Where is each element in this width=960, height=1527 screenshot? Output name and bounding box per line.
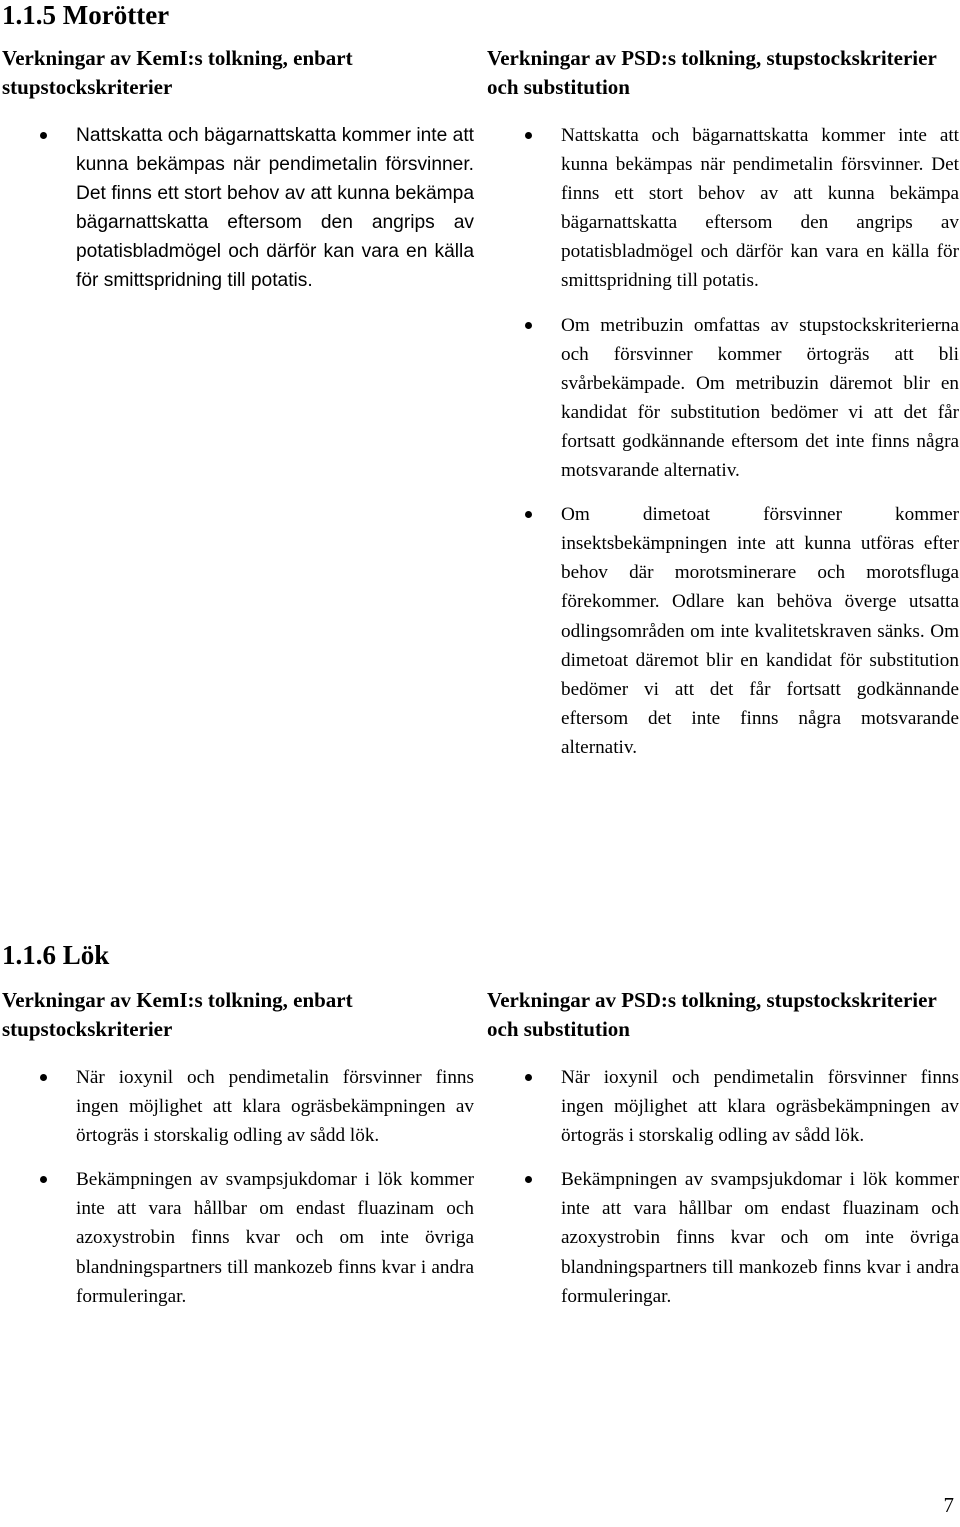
- column-heading-psd: Verkningar av PSD:s tolkning, stupstockskriterier och substitution: [487, 46, 937, 99]
- column-heading-kemi: Verkningar av KemI:s tolkning, enbart stupstockskriterier: [2, 988, 353, 1041]
- bullet-icon: [525, 132, 532, 139]
- bullet-icon: [525, 1176, 532, 1183]
- list-item: Nattskatta och bägarnattskatta kommer inte att kunna bekämpas när pendimetalin försvinner. Det finns ett stort behov av att kunna bekämpa bägarnattskatta eftersom den angrips av potatisbladmögel och därför kan vara en källa för smittspridning till potatis.: [487, 121, 959, 296]
- bullet-list: [2, 121, 474, 296]
- column-heading-kemi: Verkningar av KemI:s tolkning, enbart stupstockskriterier: [2, 46, 353, 99]
- column-psd-morotter: [487, 44, 959, 777]
- page-number: 7: [943, 1493, 954, 1517]
- bullet-icon: [40, 132, 47, 139]
- bullet-icon: [525, 1074, 532, 1081]
- list-item: När ioxynil och pendimetalin försvinner finns ingen möjlighet att klara ogräsbekämpningen av örtogräs i storskalig odling av sådd lök.: [487, 1063, 959, 1150]
- bullet-icon: [525, 322, 532, 329]
- bullet-list: [487, 1063, 959, 1311]
- column-kemi-morotter: [2, 44, 474, 311]
- bullet-icon: [40, 1074, 47, 1081]
- list-item: Bekämpningen av svampsjukdomar i lök kommer inte att vara hållbar om endast fluazinam och azoxystrobin finns kvar och om inte övriga blandningspartners till mankozeb finns kvar i andra formuleringar.: [2, 1165, 474, 1310]
- column-kemi-lok: [2, 986, 474, 1326]
- list-item: Bekämpningen av svampsjukdomar i lök kommer inte att vara hållbar om endast fluazinam och azoxystrobin finns kvar och om inte övriga blandningspartners till mankozeb finns kvar i andra formuleringar.: [487, 1165, 959, 1310]
- list-item: När ioxynil och pendimetalin försvinner finns ingen möjlighet att klara ogräsbekämpningen av örtogräs i storskalig odling av sådd lök.: [2, 1063, 474, 1150]
- list-item: Om metribuzin omfattas av stupstockskriterierna och försvinner kommer örtogräs att bli svårbekämpade. Om metribuzin däremot blir en kandidat för substitution bedömer vi att det får fortsatt godkännande eftersom det inte finns några motsvarande alternativ.: [487, 311, 959, 486]
- bullet-list: [2, 1063, 474, 1311]
- bullet-icon: [525, 511, 532, 518]
- list-item: Nattskatta och bägarnattskatta kommer inte att kunna bekämpas när pendimetalin försvinner. Det finns ett stort behov av att kunna bekämpa bägarnattskatta eftersom den angrips av potatisbladmögel och därför kan vara en källa för smittspridning till potatis.: [2, 121, 474, 296]
- section-heading-morotter: 1.1.5 Morötter: [2, 0, 170, 30]
- bullet-icon: [40, 1176, 47, 1183]
- column-heading-psd: Verkningar av PSD:s tolkning, stupstockskriterier och substitution: [487, 988, 937, 1041]
- column-psd-lok: [487, 986, 959, 1326]
- list-item: Om dimetoat försvinner kommer insektsbekämpningen inte att kunna utföras efter behov där morotsminerare och morotsfluga förekommer. Odlare kan behöva överge utsatta odlingsområden om inte kvalitetskraven sänks. Om dimetoat däremot blir en kandidat för substitution bedömer vi att det får fortsatt godkännande eftersom det inte finns några motsvarande alternativ.: [487, 500, 959, 762]
- bullet-list: [487, 121, 959, 762]
- section-heading-lok: 1.1.6 Lök: [2, 940, 110, 970]
